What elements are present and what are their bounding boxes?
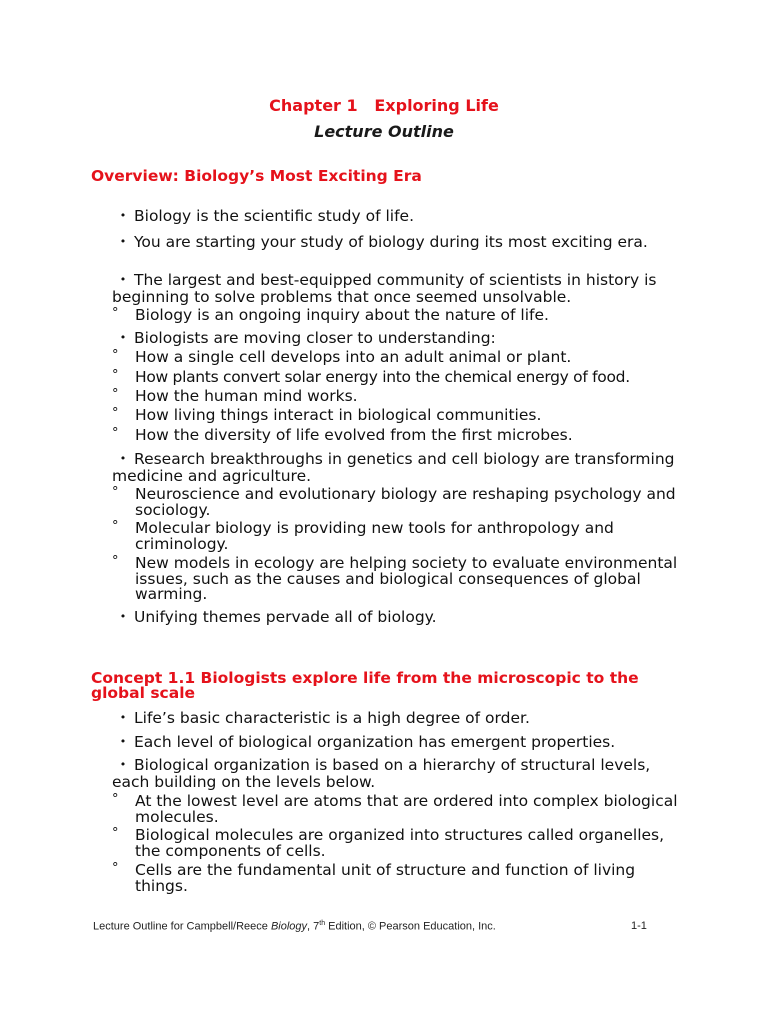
sub-list-item: ° How the diversity of life evolved from the first microbes. bbox=[112, 426, 573, 444]
degree-bullet-icon: ° bbox=[112, 368, 119, 383]
degree-bullet-icon: ° bbox=[112, 554, 119, 569]
sub-list-item: ° Neuroscience and evolutionary biology are reshaping psychology and sociology. bbox=[112, 485, 676, 519]
list-item: • Each level of biological organization has emergent properties. bbox=[112, 735, 682, 752]
degree-bullet-icon: ° bbox=[112, 826, 119, 841]
degree-bullet-icon: ° bbox=[112, 792, 119, 807]
sub-list-item: ° How living things interact in biological communities. bbox=[112, 406, 542, 424]
bullet-icon: • bbox=[119, 711, 127, 724]
sub-list-item: ° Biological molecules are organized into structures called organelles, the components of cells. bbox=[112, 826, 665, 860]
bullet-icon: • bbox=[119, 735, 127, 748]
chapter-title: Chapter 1 Exploring Life bbox=[269, 96, 499, 115]
concept-heading: Concept 1.1 Biologists explore life from the microscopic to the global scale bbox=[91, 669, 639, 702]
list-item: • You are starting your study of biology during its most exciting era. bbox=[112, 235, 682, 252]
degree-bullet-icon: ° bbox=[112, 348, 119, 363]
list-item: • Biological organization is based on a hierarchy of structural levels, each building on the levels below. bbox=[112, 756, 651, 791]
overview-heading: Overview: Biology’s Most Exciting Era bbox=[91, 167, 422, 185]
sub-list-item: ° New models in ecology are helping society to evaluate environmental issues, such as the causes and biological consequences of global warming. bbox=[112, 554, 678, 603]
degree-bullet-icon: ° bbox=[112, 426, 119, 441]
degree-bullet-icon: ° bbox=[112, 519, 119, 534]
list-item: • The largest and best-equipped community of scientists in history is beginning to solve problems that once seemed unsolvable. bbox=[112, 271, 657, 306]
degree-bullet-icon: ° bbox=[112, 306, 119, 321]
bullet-icon: • bbox=[119, 209, 127, 222]
sub-list-item: ° How plants convert solar energy into the chemical energy of food. bbox=[112, 368, 630, 386]
page-number: 1-1 bbox=[631, 920, 647, 932]
sub-list-item: ° Biology is an ongoing inquiry about the nature of life. bbox=[112, 306, 549, 324]
list-item: • Biologists are moving closer to understanding: bbox=[112, 331, 682, 348]
bullet-icon: • bbox=[119, 331, 127, 344]
bullet-icon: • bbox=[119, 610, 127, 623]
sub-list-item: ° How the human mind works. bbox=[112, 387, 358, 405]
lecture-outline-subtitle: Lecture Outline bbox=[314, 122, 454, 141]
bullet-icon: • bbox=[119, 273, 127, 286]
bullet-icon: • bbox=[119, 452, 127, 465]
page-footer: Lecture Outline for Campbell/Reece Biology, 7th Edition, © Pearson Education, Inc. bbox=[93, 920, 496, 933]
degree-bullet-icon: ° bbox=[112, 387, 119, 402]
sub-list-item: ° Molecular biology is providing new tools for anthropology and criminology. bbox=[112, 519, 614, 553]
list-item: • Research breakthroughs in genetics and cell biology are transforming medicine and agriculture. bbox=[112, 450, 675, 485]
list-item: • Life’s basic characteristic is a high degree of order. bbox=[112, 711, 682, 728]
sub-list-item: ° At the lowest level are atoms that are ordered into complex biological molecules. bbox=[112, 792, 678, 826]
list-item: • Biology is the scientific study of life. bbox=[112, 209, 682, 226]
list-item: • Unifying themes pervade all of biology. bbox=[112, 610, 682, 627]
degree-bullet-icon: ° bbox=[112, 485, 119, 500]
sub-list-item: ° How a single cell develops into an adult animal or plant. bbox=[112, 348, 572, 366]
bullet-icon: • bbox=[119, 758, 127, 771]
sub-list-item: ° Cells are the fundamental unit of structure and function of living things. bbox=[112, 861, 636, 895]
book-title: Biology bbox=[270, 920, 308, 933]
bullet-icon: • bbox=[119, 235, 127, 248]
degree-bullet-icon: ° bbox=[112, 861, 119, 876]
degree-bullet-icon: ° bbox=[112, 406, 119, 421]
